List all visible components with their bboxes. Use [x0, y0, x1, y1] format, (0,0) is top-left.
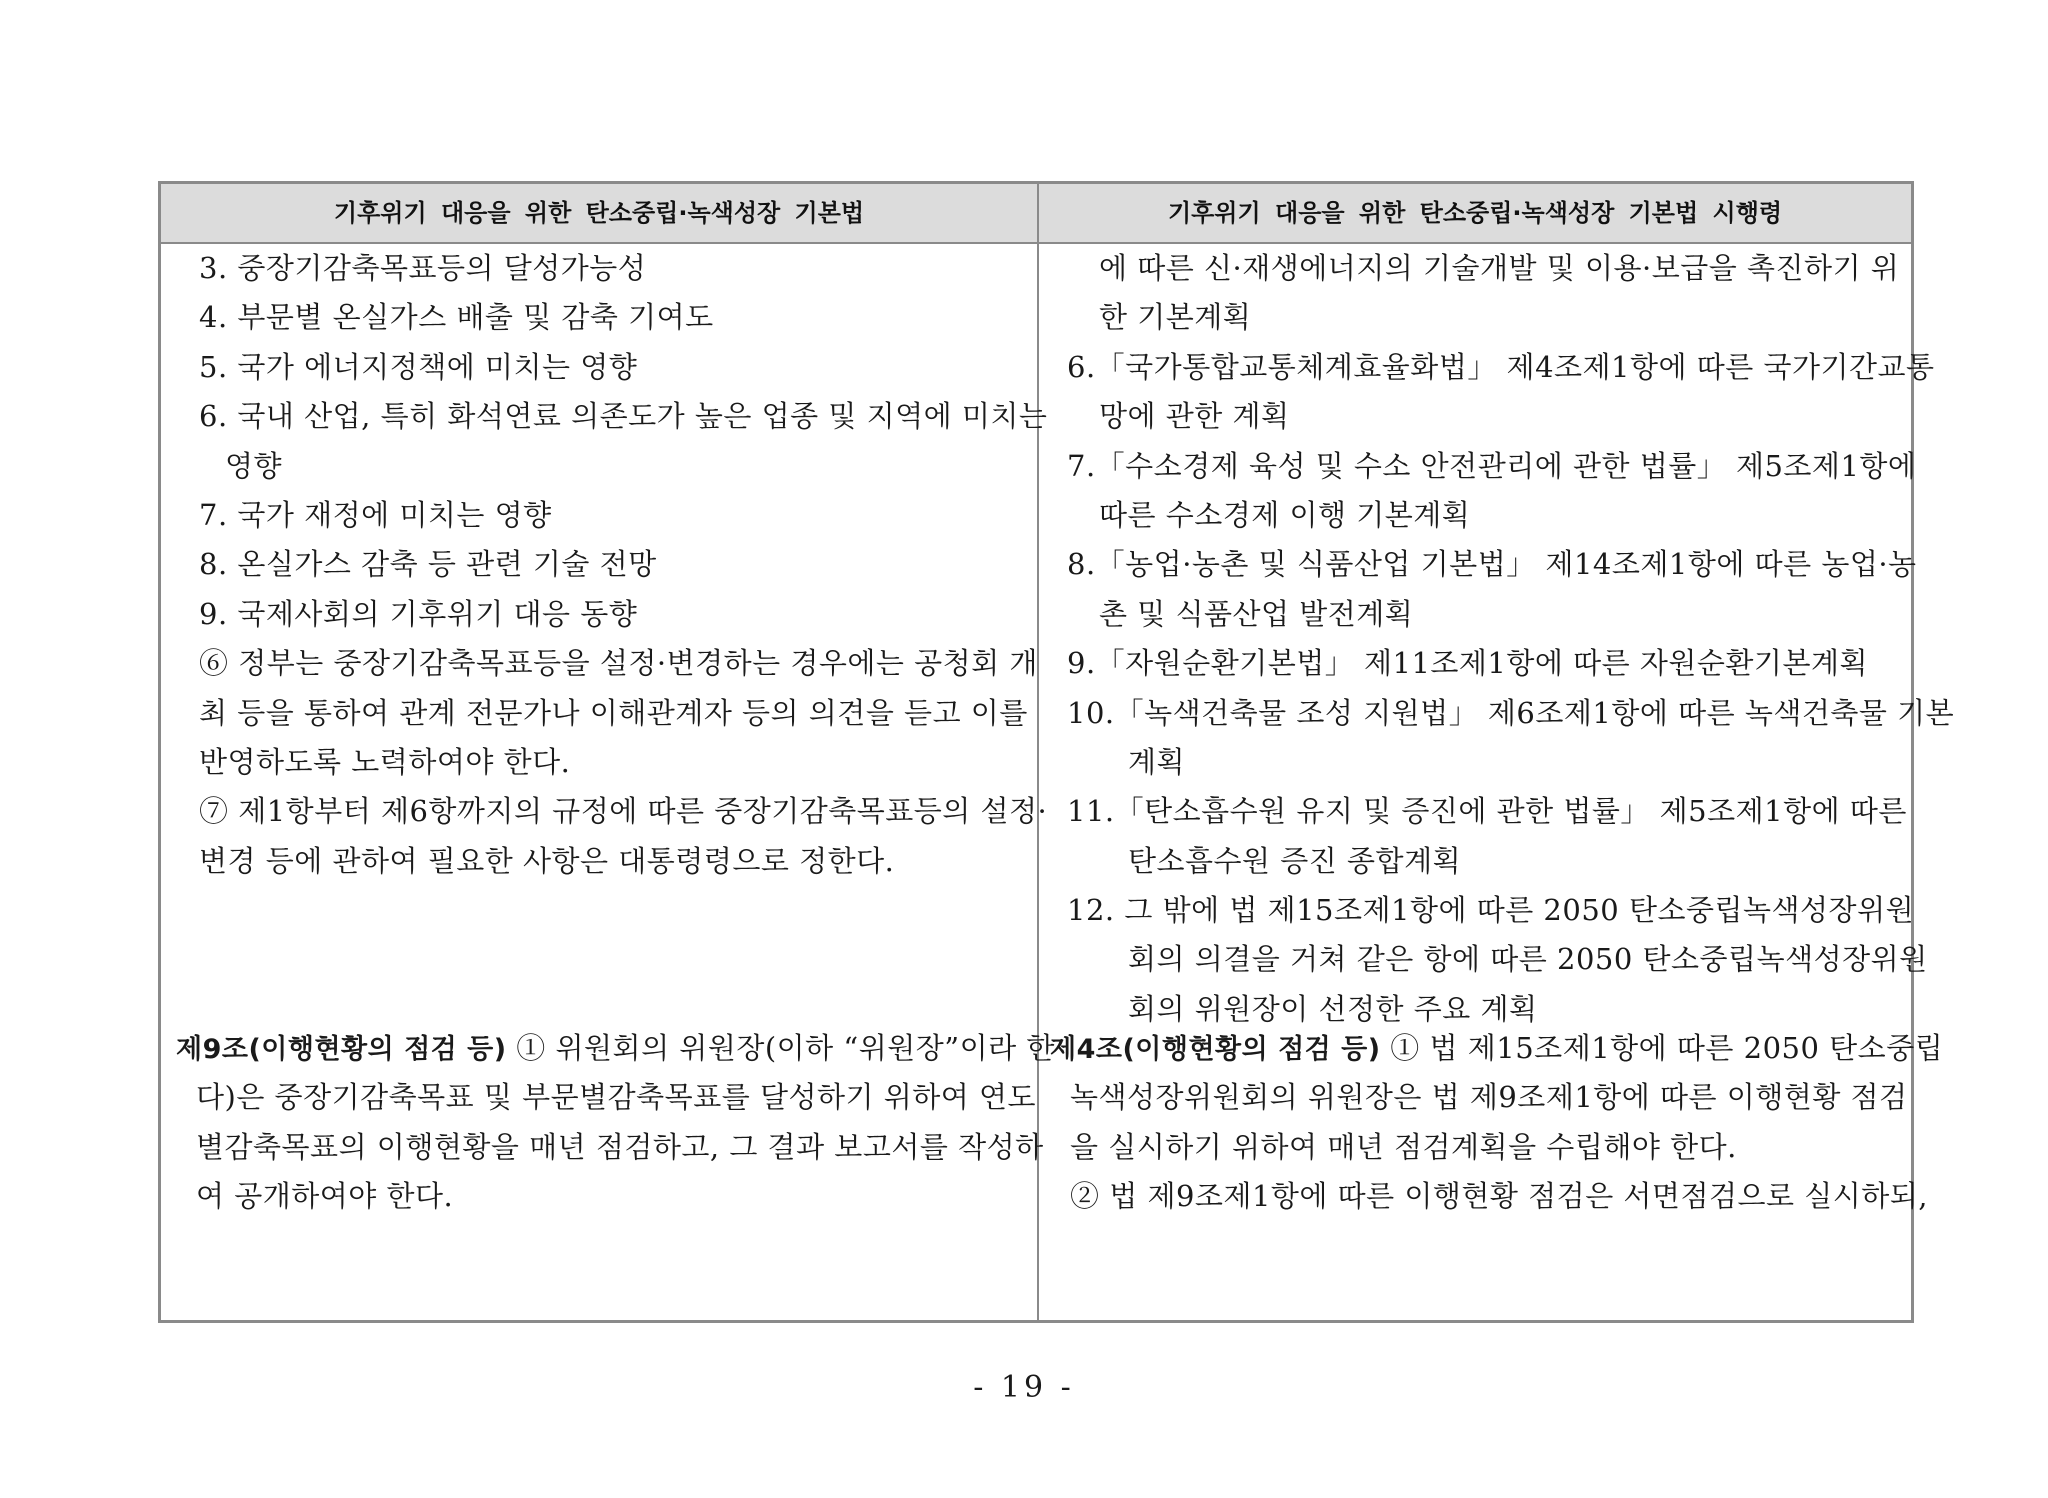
article-9-line: 여 공개하여야 한다. [196, 1179, 454, 1214]
right-line: 망에 관한 계획 [1099, 399, 1290, 434]
right-line: 11.「탄소흡수원 유지 및 증진에 관한 법률」 제5조제1항에 따른 [1067, 794, 1907, 829]
header-left: 기후위기 대응을 위한 탄소중립·녹색성장 기본법 [333, 199, 865, 227]
right-line: 한 기본계획 [1099, 300, 1252, 335]
right-line: 회의 의결을 거쳐 같은 항에 따른 2050 탄소중립녹색성장위원 [1128, 942, 1928, 977]
left-line: ⑦ 제1항부터 제6항까지의 규정에 따른 중장기감축목표등의 설정· [199, 794, 1048, 829]
left-line: 변경 등에 관하여 필요한 사항은 대통령령으로 정한다. [199, 843, 895, 878]
article-4-first-line [1050, 1024, 1944, 1073]
left-line: 반영하도록 노력하여야 한다. [199, 744, 571, 779]
right-line: 회의 위원장이 선정한 주요 계획 [1128, 991, 1538, 1026]
left-line: ⑥ 정부는 중장기감축목표등을 설정·변경하는 경우에는 공청회 개 [199, 646, 1038, 681]
left-line: 8. 온실가스 감축 등 관련 기술 전망 [199, 547, 657, 582]
article-9-block [176, 1024, 1055, 1222]
right-line: 8.「농업·농촌 및 식품산업 기본법」 제14조제1항에 따른 농업·농 [1067, 547, 1917, 582]
table-header [161, 184, 1911, 244]
right-line: 에 따른 신·재생에너지의 기술개발 및 이용·보급을 촉진하기 위 [1099, 251, 1900, 285]
header-right: 기후위기 대응을 위한 탄소중립·녹색성장 기본법 시행령 [1167, 199, 1783, 227]
left-line: 5. 국가 에너지정책에 미치는 영향 [199, 349, 638, 384]
left-column [179, 244, 1048, 886]
left-line: 3. 중장기감축목표등의 달성가능성 [199, 251, 647, 285]
left-line: 6. 국내 산업, 특히 화석연료 의존도가 높은 업종 및 지역에 미치는 [199, 399, 1048, 434]
article-9-title: 제9조(이행현황의 점검 등) [176, 1034, 507, 1065]
article-4-title: 제4조(이행현황의 점검 등) [1050, 1034, 1381, 1065]
right-line: 12. 그 밖에 법 제15조제1항에 따른 2050 탄소중립녹색성장위원 [1067, 893, 1915, 928]
right-line: 7.「수소경제 육성 및 수소 안전관리에 관한 법률」 제5조제1항에 [1067, 448, 1917, 483]
article-9-first-text: ① 위원회의 위원장(이하 “위원장”이라 한 [506, 1031, 1055, 1065]
right-line: 6.「국가통합교통체계효율화법」 제4조제1항에 따른 국가기간교통 [1067, 349, 1935, 384]
right-line: 10.「녹색건축물 조성 지원법」 제6조제1항에 따른 녹색건축물 기본 [1067, 695, 1955, 730]
article-9-first-line [176, 1024, 1055, 1073]
article-9-line: 별감축목표의 이행현황을 매년 점검하고, 그 결과 보고서를 작성하 [196, 1129, 1044, 1164]
article-4-line: 을 실시하기 위하여 매년 점검계획을 수립해야 한다. [1070, 1129, 1737, 1164]
left-line: 최 등을 통하여 관계 전문가나 이해관계자 등의 의견을 듣고 이를 [199, 695, 1028, 730]
left-line: 9. 국제사회의 기후위기 대응 동향 [199, 596, 638, 631]
article-4-line: ② 법 제9조제1항에 따른 이행현황 점검은 서면점검으로 실시하되, [1070, 1179, 1928, 1214]
left-line: 7. 국가 재정에 미치는 영향 [199, 497, 552, 532]
left-line: 영향 [225, 448, 283, 483]
right-line: 탄소흡수원 증진 종합계획 [1128, 843, 1462, 878]
article-4-block [1050, 1024, 1944, 1222]
left-line: 4. 부문별 온실가스 배출 및 감축 기여도 [199, 300, 714, 335]
right-line: 계획 [1128, 744, 1186, 779]
article-4-line: 녹색성장위원회의 위원장은 법 제9조제1항에 따른 이행현황 점검 [1070, 1080, 1908, 1115]
article-4-first-text: ① 법 제15조제1항에 따른 2050 탄소중립 [1380, 1031, 1944, 1065]
article-9-line: 다)은 중장기감축목표 및 부문별감축목표를 달성하기 위하여 연도 [196, 1080, 1037, 1115]
right-line: 따른 수소경제 이행 기본계획 [1099, 497, 1471, 532]
right-line: 촌 및 식품산업 발전계획 [1099, 596, 1414, 631]
right-line: 9.「자원순환기본법」 제11조제1항에 따른 자원순환기본계획 [1067, 646, 1868, 681]
page-number: - 19 - [973, 1370, 1075, 1405]
right-column [1053, 244, 1955, 1034]
